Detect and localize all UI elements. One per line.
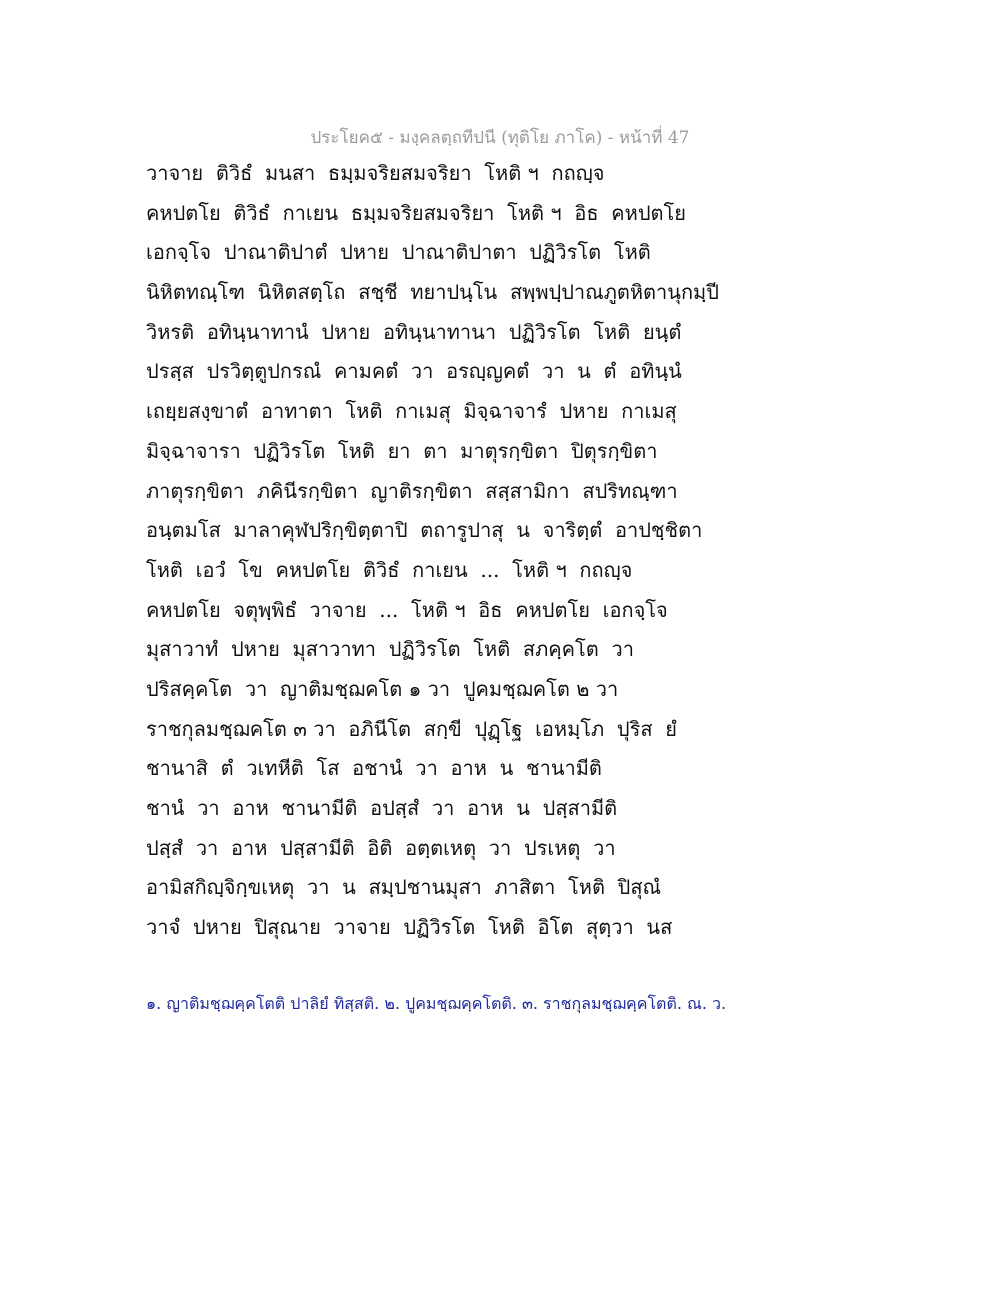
body-line: อามิสกิญฺจิกฺขเหตุ วา น สมฺปชานมุสา ภาสิตา โหติ ปิสุณํ <box>146 875 662 900</box>
body-line: คหปตโย จตุพฺพิธํ วาจาย ... โหติ ฯ อิธ คหปตโย เอกจฺโจ <box>146 597 668 622</box>
body-line: ปรสฺส ปรวิตฺตูปกรณํ คามคตํ วา อรญฺญคตํ วา น ตํ อทินฺนํ <box>146 359 682 384</box>
body-line: นิหิตทณฺโฑ นิหิตสตฺโถ สชฺชี ทยาปนฺโน สพฺพปฺปาณภูตหิตานุกมฺปี <box>146 280 719 305</box>
body-line: มุสาวาทํ ปหาย มุสาวาทา ปฏิวิรโต โหติ สภคฺคโต วา <box>146 637 634 662</box>
body-line: อนฺตมโส มาลาคุฬปริกฺขิตฺตาปิ ตถารูปาสุ น จาริตฺตํ อาปชฺชิตา <box>146 518 703 543</box>
body-line: ราชกุลมชฺฌคโต ๓ วา อภินีโต สกฺขี ปุฏฺโฐ เอหมฺโภ ปุริส ยํ <box>146 716 677 741</box>
body-line: ชานาสิ ตํ วเทหีติ โส อชานํ วา อาห น ชานามีติ <box>146 756 602 781</box>
body-line: ปสฺสํ วา อาห ปสฺสามีติ อิติ อตฺตเหตุ วา ปรเหตุ วา <box>146 835 616 860</box>
footnote: ๑. ญาติมชฺฌคฺคโตติ ปาลิยํ ทิสฺสติ. ๒. ปูคมชฺฌคฺคโตติ. ๓. ราชกุลมชฺฌคฺคโตติ. ณ. ว. <box>146 994 727 1013</box>
running-header: ประโยค๕ - มงฺคลตฺถทีปนี (ทุติโย ภาโค) - หน้าที่ 47 <box>310 128 690 148</box>
body-text <box>146 154 886 948</box>
body-line: ชานํ วา อาห ชานามีติ อปสฺสํ วา อาห น ปสฺสามีติ <box>146 796 618 820</box>
body-line: ภาตุรกฺขิตา ภคินีรกฺขิตา ญาติรกฺขิตา สสฺสามิกา สปริทณฺฑา <box>146 478 678 503</box>
body-line: เอกจฺโจ ปาณาติปาตํ ปหาย ปาณาติปาตา ปฏิวิรโต โหติ <box>146 240 651 265</box>
body-line: คหปตโย ติวิธํ กาเยน ธมฺมจริยสมจริยา โหติ ฯ อิธ คหปตโย <box>146 200 686 225</box>
body-line: เถยฺยสงฺขาตํ อาทาตา โหติ กาเมสุ มิจฺฉาจารํ ปหาย กาเมสุ <box>146 399 677 424</box>
body-line: วิหรติ อทินฺนาทานํ ปหาย อทินฺนาทานา ปฏิวิรโต โหติ ยนฺตํ <box>146 319 682 344</box>
body-line: วาจํ ปหาย ปิสุณาย วาจาย ปฏิวิรโต โหติ อิโต สุตฺวา นส <box>146 915 673 940</box>
body-line: มิจฺฉาจารา ปฏิวิรโต โหติ ยา ตา มาตุรกฺขิตา ปิตุรกฺขิตา <box>146 438 658 463</box>
body-line: ปริสคฺคโต วา ญาติมชฺฌคโต ๑ วา ปูคมชฺฌคโต ๒ วา <box>146 676 619 701</box>
body-line: โหติ เอวํ โข คหปตโย ติวิธํ กาเยน ... โหติ ฯ กถญฺจ <box>146 557 633 582</box>
body-line: วาจาย ติวิธํ มนสา ธมฺมจริยสมจริยา โหติ ฯ กถญฺจ <box>146 161 605 185</box>
